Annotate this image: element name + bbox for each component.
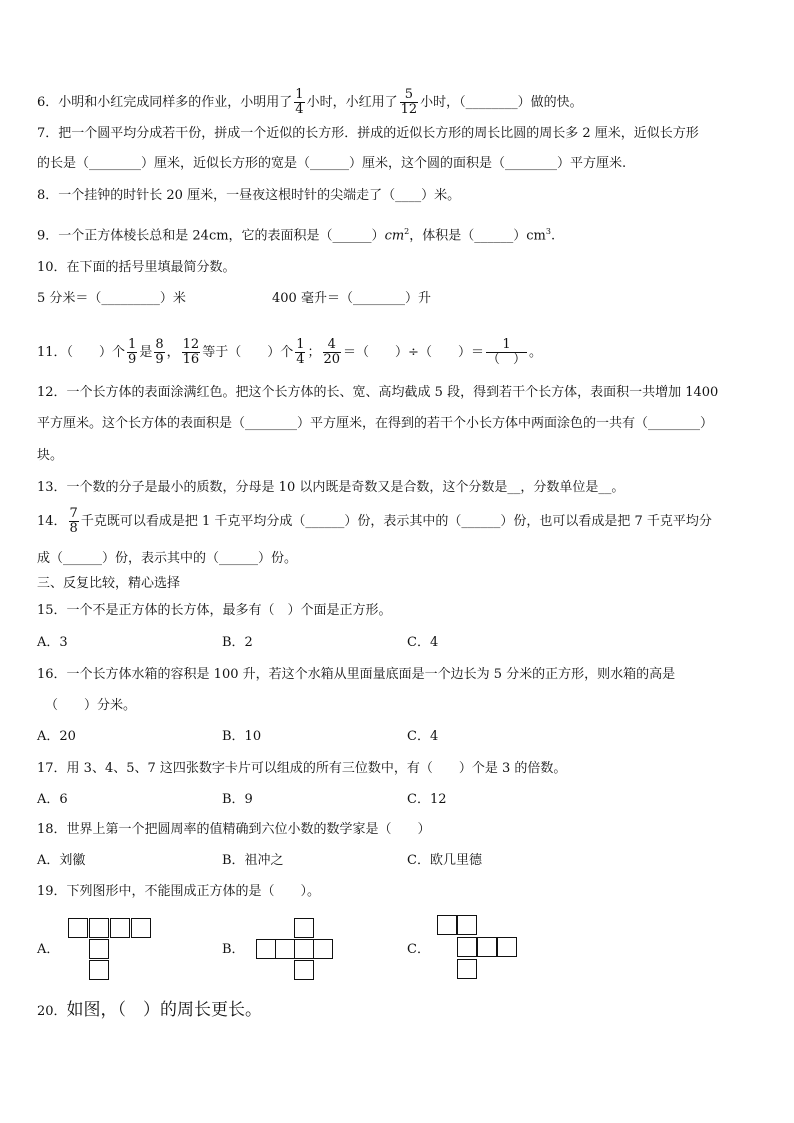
question-16-stem-2: （ ）分米。 (45, 698, 137, 713)
fraction-12-16: $\frac{12}{16}$ (182, 337, 200, 367)
net-cell (313, 939, 333, 959)
question-7-line-1: 7．把一个圆平均分成若干份，拼成一个近似的长方形．拼成的近似长方形的周长比圆的周长多 2 厘米，近似长方形 (37, 126, 699, 141)
net-cell (68, 918, 88, 938)
fraction-1-blank: $\frac{1}{( )}$ (486, 337, 526, 367)
q14-text-1: 千克既可以看成是把 1 千克平均分成（______）份，表示其中的（______）份，也可以看成是把 7 千克平均分 (80, 514, 712, 529)
net-cell (294, 939, 314, 959)
net-cell (275, 939, 295, 959)
q15-option-a[interactable]: A．3 (37, 635, 68, 650)
question-8: 8．一个挂钟的时针长 20 厘米，一昼夜这根时针的尖端走了（____）米。 (37, 188, 461, 203)
question-17: 17．用 3、4、5、7 这四张数字卡片可以组成的所有三位数中，有（ ）个是 3 的倍数。 (37, 761, 567, 776)
question-15: 15．一个不是正方体的长方体，最多有（ ）个面是正方形。 (37, 603, 392, 618)
section-3-heading: 三、反复比较，精心选择 (37, 576, 181, 591)
net-cell (89, 939, 109, 959)
question-7-line-2: 的长是（________）厘米，近似长方形的宽是（______）厘米，这个圆的面积是（________）平方厘米. (37, 156, 627, 171)
question-12-line-2: 平方厘米。这个长方体的表面积是（________）平方厘米，在得到的若干个小长方体中两面涂色的一共有（________） (37, 416, 714, 431)
question-19: 19．下列图形中，不能围成正方体的是（ ）。 (37, 884, 321, 899)
fraction-1-4-b: $\frac{1}{4}$ (296, 337, 305, 367)
net-cell (256, 939, 276, 959)
q20-text: 如图，（ ）的周长更长。 (66, 1000, 263, 1020)
q18-option-b[interactable]: B．祖冲之 (222, 853, 284, 868)
question-10-title: 10．在下面的括号里填最简分数。 (37, 260, 236, 275)
net-cell (294, 960, 314, 980)
question-6 (37, 88, 583, 117)
q15-option-c[interactable]: C．4 (407, 635, 439, 650)
q9-exponent-2: 3 (545, 227, 551, 236)
net-cell (497, 937, 517, 957)
net-cell (131, 918, 151, 938)
q16-option-a[interactable]: A．20 (37, 729, 76, 744)
net-cell (457, 937, 477, 957)
q9-text-3: . (550, 228, 556, 244)
q11-semicolon: ； (307, 345, 321, 360)
q17-option-b[interactable]: B．9 (222, 792, 253, 807)
question-14-line-1 (37, 507, 712, 536)
fraction-1-4: $\frac{1}{4}$ (295, 87, 304, 117)
q17-option-c[interactable]: C．12 (407, 792, 447, 807)
q20-number: 20． (37, 1004, 67, 1019)
q18-option-c[interactable]: C．欧几里德 (407, 853, 482, 868)
net-cell (89, 918, 109, 938)
question-9 (37, 224, 555, 244)
q11-comma: ， (166, 345, 180, 360)
net-cell (89, 960, 109, 980)
q9-text-1: 9．一个正方体棱长总和是 24cm，它的表面积是（______） (37, 228, 385, 244)
q6-text-2: 小时，小红用了 (306, 95, 398, 110)
net-cell (110, 918, 130, 938)
fraction-8-9: $\frac{8}{9}$ (155, 337, 164, 367)
q15-option-b[interactable]: B．2 (222, 635, 253, 650)
q16-option-c[interactable]: C．4 (407, 729, 439, 744)
q6-number: 6． (37, 95, 59, 110)
q16-option-b[interactable]: B．10 (222, 729, 262, 744)
question-10-b: 400 毫升＝（________）升 (272, 291, 431, 306)
q17-option-a[interactable]: A．6 (37, 792, 68, 807)
q9-text-2: ，体积是（______）cm (409, 228, 546, 244)
q11-is: 是 (139, 345, 153, 360)
question-16: 16．一个长方体水箱的容积是 100 升，若这个水箱从里面量底面是一个边长为 5 分米的正方形，则水箱的高是 (37, 667, 676, 682)
net-cell (294, 918, 314, 938)
q19-option-a[interactable]: A． (37, 942, 60, 957)
question-18: 18．世界上第一个把圆周率的值精确到六位小数的数学家是（ ） (37, 822, 431, 837)
fraction-1-9: $\frac{1}{9}$ (128, 337, 137, 367)
net-cell (457, 915, 477, 935)
question-11 (37, 338, 542, 367)
question-14-line-2: 成（______）份，表示其中的（______）份。 (37, 551, 298, 566)
q6-text-3: 小时，（________）做的快。 (420, 95, 583, 110)
q6-text-1: 小明和小红完成同样多的作业，小明用了 (58, 95, 293, 110)
fraction-7-8: $\frac{7}{8}$ (69, 506, 78, 536)
net-cell (437, 915, 457, 935)
q14-number: 14． (37, 514, 67, 529)
q11-text-1: 11．（ ）个 (37, 345, 126, 360)
question-10-a: 5 分米＝（_________）米 (37, 291, 186, 306)
fraction-4-20: $\frac{4}{20}$ (323, 337, 341, 367)
q11-text-3: ＝（ ）÷（ ）＝ (343, 345, 484, 360)
q18-option-a[interactable]: A．刘徽 (37, 853, 86, 868)
question-12-line-3: 块。 (37, 448, 64, 463)
q19-option-c[interactable]: C． (407, 942, 430, 957)
q11-end: 。 (528, 345, 542, 360)
question-13: 13．一个数的分子是最小的质数，分母是 10 以内既是奇数又是合数，这个分数是__，分数单位是__。 (37, 480, 625, 495)
q11-text-2: 等于（ ）个 (202, 345, 294, 360)
question-20 (37, 1002, 262, 1020)
fraction-5-12: $\frac{5}{12}$ (400, 87, 418, 117)
q9-exponent: 2 (404, 227, 410, 236)
net-cell (457, 959, 477, 979)
q9-unit: cm (384, 228, 405, 244)
question-12-line-1: 12．一个长方体的表面涂满红色。把这个长方体的长、宽、高均截成 5 段，得到若干个长方体，表面积一共增加 1400 (37, 385, 719, 400)
q19-option-b[interactable]: B． (222, 942, 245, 957)
net-cell (477, 937, 497, 957)
